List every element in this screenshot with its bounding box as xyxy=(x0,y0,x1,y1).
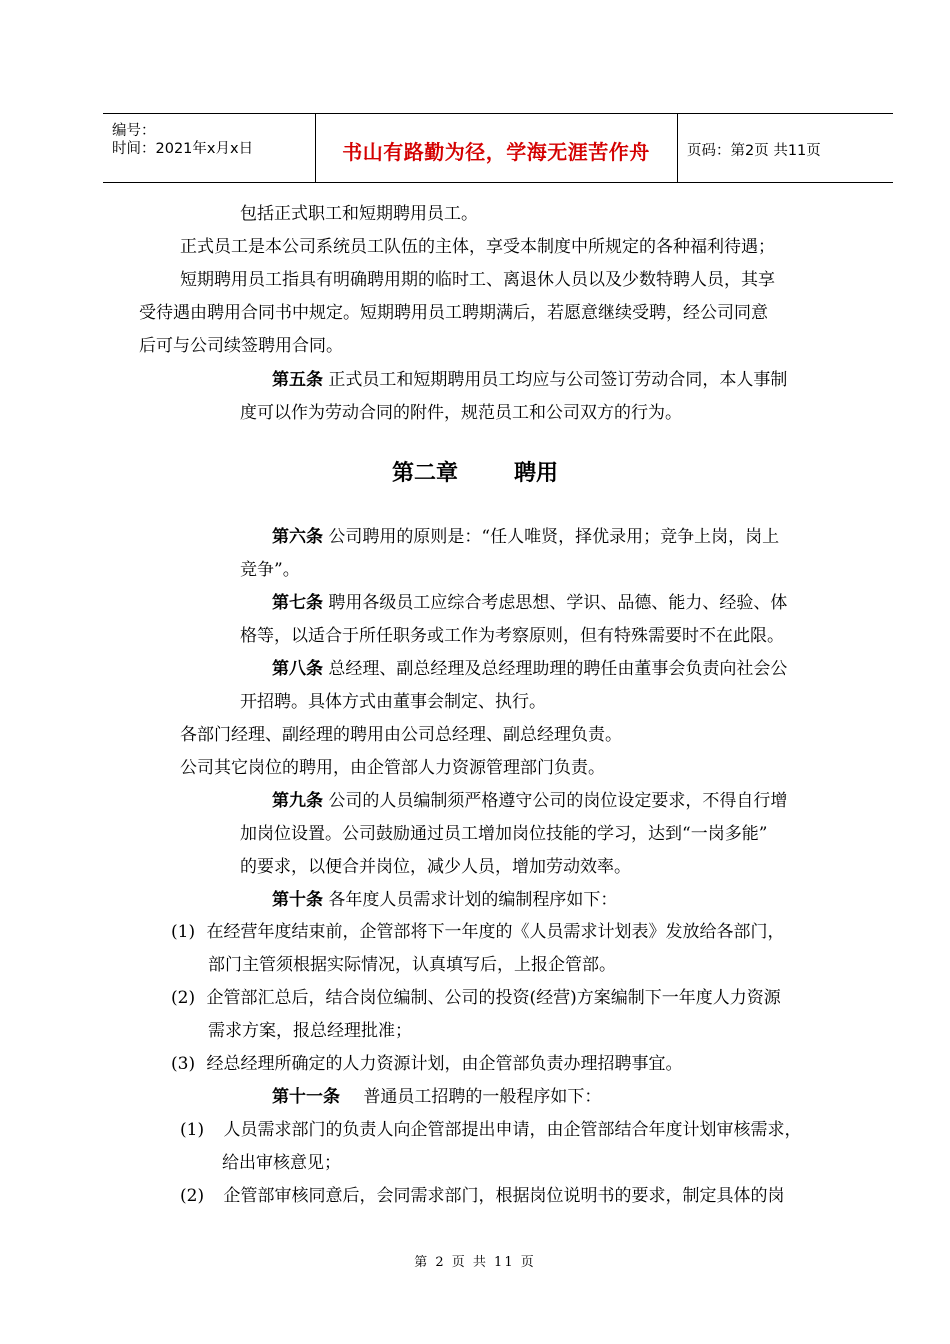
list-item xyxy=(180,1185,785,1207)
article-5-title: 第五条 xyxy=(272,370,323,390)
article-10 xyxy=(272,889,617,911)
body-line: 包括正式职工和短期聘用员工。 xyxy=(240,204,478,224)
list-item-continued: 需求方案，报总经理批准； xyxy=(208,1021,412,1041)
header-motto: 书山有路勤为径，学海无涯苦作舟 xyxy=(342,140,650,164)
list-item-text: 企管部汇总后，结合岗位编制、公司的投资(经营)方案编制下一年度人力资源 xyxy=(206,988,781,1008)
list-item xyxy=(180,1119,802,1141)
list-item-number: (1) xyxy=(180,1120,205,1140)
list-item xyxy=(171,987,781,1009)
article-11-text: 普通员工招聘的一般程序如下： xyxy=(363,1087,602,1107)
header-page-cell xyxy=(677,114,893,182)
list-item-text: 经总经理所确定的人力资源计划，由企管部负责办理招聘事宜。 xyxy=(206,1054,683,1074)
chapter-heading xyxy=(0,456,950,487)
article-5 xyxy=(272,369,787,391)
list-item-continued: 部门主管须根据实际情况，认真填写后，上报企管部。 xyxy=(208,955,616,975)
article-10-title: 第十条 xyxy=(272,890,323,910)
header-motto-cell xyxy=(315,114,678,182)
article-7-title: 第七条 xyxy=(272,593,323,613)
article-8-text: 总经理、副总经理及总经理助理的聘任由董事会负责向社会公 xyxy=(328,659,788,679)
article-6 xyxy=(272,526,779,548)
document-header xyxy=(103,113,893,183)
article-9-title: 第九条 xyxy=(272,791,323,811)
article-9-continued: 加岗位设置。公司鼓励通过员工增加岗位技能的学习，达到“一岗多能” xyxy=(240,824,768,844)
article-8-para: 各部门经理、副经理的聘用由公司总经理、副总经理负责。 xyxy=(180,725,622,745)
document-number-label: 编号： xyxy=(112,123,156,139)
article-6-continued: 竞争”。 xyxy=(240,560,300,580)
body-line: 受待遇由聘用合同书中规定。短期聘用员工聘期满后，若愿意继续受聘，经公司同意 xyxy=(139,303,768,323)
article-11-title: 第十一条 xyxy=(272,1087,340,1107)
article-8 xyxy=(272,658,787,680)
list-item xyxy=(171,1053,683,1075)
article-8-continued: 开招聘。具体方式由董事会制定、执行。 xyxy=(240,692,546,712)
article-10-text: 各年度人员需求计划的编制程序如下： xyxy=(328,890,618,910)
article-8-title: 第八条 xyxy=(272,659,323,679)
article-6-title: 第六条 xyxy=(272,527,323,547)
article-9-continued: 的要求，以便合并岗位，减少人员，增加劳动效率。 xyxy=(240,857,631,877)
list-item-number: (1) xyxy=(171,922,196,942)
document-time: 时间：2021年x月x日 xyxy=(112,141,254,157)
header-page-info: 页码：第2页 共11页 xyxy=(687,143,821,159)
list-item-text: 人员需求部门的负责人向企管部提出申请，由企管部结合年度计划审核需求， xyxy=(223,1120,802,1140)
list-item-continued: 给出审核意见； xyxy=(222,1153,341,1173)
article-11 xyxy=(272,1086,601,1108)
list-item xyxy=(171,921,785,943)
article-6-text: 公司聘用的原则是：“任人唯贤，择优录用；竞争上岗，岗上 xyxy=(328,527,780,547)
list-item-text: 在经营年度结束前，企管部将下一年度的《人员需求计划表》发放给各部门， xyxy=(206,922,785,942)
article-7 xyxy=(272,592,787,614)
list-item-number: (2) xyxy=(171,988,196,1008)
article-5-text: 正式员工和短期聘用员工均应与公司签订劳动合同，本人事制 xyxy=(328,370,788,390)
body-line: 短期聘用员工指具有明确聘用期的临时工、离退休人员以及少数特聘人员，其享 xyxy=(180,270,775,290)
list-item-number: (3) xyxy=(171,1054,196,1074)
article-7-text: 聘用各级员工应综合考虑思想、学识、品德、能力、经验、体 xyxy=(328,593,788,613)
article-9-text: 公司的人员编制须严格遵守公司的岗位设定要求，不得自行增 xyxy=(328,791,788,811)
list-item-text: 企管部审核同意后，会同需求部门，根据岗位说明书的要求，制定具体的岗 xyxy=(223,1186,785,1206)
article-7-continued: 格等，以适合于所任职务或工作为考察原则，但有特殊需要时不在此限。 xyxy=(240,626,784,646)
chapter-title: 聘用 xyxy=(514,461,559,486)
list-item-number: (2) xyxy=(180,1186,205,1206)
body-line: 正式员工是本公司系统员工队伍的主体，享受本制度中所规定的各种福利待遇； xyxy=(180,237,775,257)
header-left-cell xyxy=(103,114,316,182)
chapter-number: 第二章 xyxy=(391,461,458,486)
article-9 xyxy=(272,790,787,812)
article-5-continued: 度可以作为劳动合同的附件，规范员工和公司双方的行为。 xyxy=(240,403,682,423)
article-8-para: 公司其它岗位的聘用，由企管部人力资源管理部门负责。 xyxy=(180,758,605,778)
body-line: 后可与公司续签聘用合同。 xyxy=(139,336,343,356)
page-footer: 第 2 页 共 11 页 xyxy=(414,1255,536,1270)
